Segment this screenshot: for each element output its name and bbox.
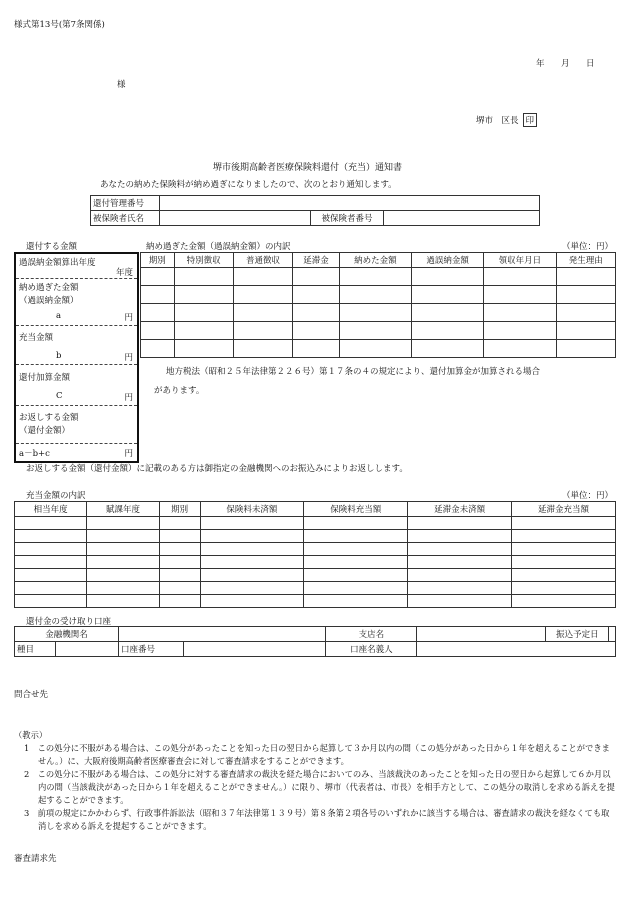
divider [16,405,137,406]
table-cell [339,268,411,286]
table-cell [174,286,233,304]
table-row [15,569,616,582]
note-number: 3 [24,808,30,818]
table-cell [512,517,616,530]
table-cell [411,304,483,322]
form-number: 様式第13号(第7条関係) [14,20,105,30]
column-header: 延滞金未済額 [408,502,512,517]
table-cell [200,595,304,608]
institution-label: 金融機関名 [15,627,119,642]
table-cell [304,543,408,556]
return-label: お返しする金額 [19,413,79,423]
table-row [141,322,616,340]
year-unit: 年度 [115,268,133,278]
table-cell [174,304,233,322]
table-row [15,530,616,543]
table-cell [304,556,408,569]
table-cell [15,530,87,543]
table-cell [556,268,615,286]
table-row [141,340,616,358]
notes-heading: （教示） [14,730,48,740]
column-header: 期別 [141,253,175,268]
table-cell [293,286,339,304]
intro-text: あなたの納めた保険料が納め過ぎになりましたので、次のとおり通知します。 [100,180,397,190]
account-no-label: 口座番号 [119,642,184,657]
amount-c-unit: 円 [124,393,133,403]
insured-name-value [160,211,311,226]
table-row [15,556,616,569]
table-cell [556,340,615,358]
applied-label: 充当金額 [19,333,54,343]
holder-value [417,642,616,657]
table-cell [512,569,616,582]
table-cell [200,517,304,530]
interest-label: 還付加算金額 [19,373,71,383]
overpaid-sublabel: （過誤納金額） [19,296,79,306]
issuer [476,113,537,127]
column-header: 発生理由 [556,253,615,268]
branch-value [417,627,546,642]
table-cell [87,530,159,543]
transfer-date-label: 振込予定日 [546,627,609,642]
return-unit: 円 [124,449,133,459]
refund-section-label: 還付する金額 [26,242,78,252]
divider [16,443,137,444]
table-cell [141,286,175,304]
table-cell [87,569,159,582]
table-cell [339,304,411,322]
table-cell [339,286,411,304]
divider [16,278,137,279]
table-cell [233,304,292,322]
column-header: 納めた金額 [339,253,411,268]
notes-block [14,729,616,833]
table-cell [484,304,556,322]
table-cell [87,556,159,569]
table-cell [87,582,159,595]
issuer-name: 堺市 区長 [476,116,519,126]
breakdown-table [140,252,616,358]
table-cell [512,595,616,608]
table-cell [15,582,87,595]
applied-table [14,501,616,608]
table-cell [339,340,411,358]
amount-a-symbol: a [56,311,62,321]
year-label: 過誤納金額算出年度 [19,258,96,268]
table-cell [556,322,615,340]
review-label: 審査請求先 [14,854,57,864]
table-cell [141,304,175,322]
inquiry-label: 問合せ先 [14,690,49,700]
table-cell [304,530,408,543]
table-cell [556,304,615,322]
divider [16,325,137,326]
table-cell [408,582,512,595]
table-cell [233,286,292,304]
mgmt-no-label: 還付管理番号 [91,196,160,211]
table-cell [304,517,408,530]
table-cell [484,286,556,304]
table-cell [304,582,408,595]
insured-no-value [384,211,540,226]
type-label: 種目 [15,642,56,657]
note-item-3 [14,807,616,833]
table-cell [484,268,556,286]
table-row [15,582,616,595]
column-header: 過誤納金額 [411,253,483,268]
bank-title: 還付金の受け取り口座 [26,617,112,627]
table-cell [512,582,616,595]
account-no-value [184,642,326,657]
table-row [15,595,616,608]
table-cell [411,286,483,304]
note-text: 前項の規定にかかわらず、行政事件訴訟法（昭和３７年法律第１３９号）第８条第２項各号のいずれかに該当する場合は、審査請求の裁決を経なくても取消しを求める訴えを提起することができます。 [37,808,610,831]
column-header: 保険料充当額 [304,502,408,517]
table-cell [200,556,304,569]
breakdown-unit: （単位：円） [562,242,614,252]
bank-table [14,626,616,657]
table-cell [233,340,292,358]
table-cell [339,322,411,340]
table-cell [141,322,175,340]
table-cell [87,595,159,608]
column-header: 領収年月日 [484,253,556,268]
column-header: 延滞金充当額 [512,502,616,517]
table-row [141,268,616,286]
column-header: 特別徴収 [174,253,233,268]
table-cell [293,340,339,358]
table-cell [484,340,556,358]
table-cell [233,268,292,286]
transfer-date-value [609,627,616,642]
table-cell [304,595,408,608]
column-header: 賦課年度 [87,502,159,517]
note-text: この処分に不服がある場合は、この処分に対する審査請求の裁決を経た場合においてのみ、当該裁決のあったことを知った日の翌日から起算して６か月以内の間（当該裁決があった日から１年を超えることができません。）に限り、堺市（代表者は、市長）を相手方として、この処分の取消しを求める訴えを提起することができます。 [37,769,615,805]
table-cell [87,517,159,530]
type-value [56,642,119,657]
amount-c-symbol: C [56,391,63,401]
table-cell [159,582,200,595]
table-cell [408,530,512,543]
table-cell [174,340,233,358]
table-cell [15,543,87,556]
table-cell [15,556,87,569]
table-row [15,517,616,530]
column-header: 相当年度 [15,502,87,517]
table-cell [200,582,304,595]
table-cell [141,340,175,358]
table-cell [159,556,200,569]
table-cell [293,268,339,286]
table-cell [15,569,87,582]
column-header: 普通徴収 [233,253,292,268]
table-cell [411,268,483,286]
table-cell [233,322,292,340]
amount-a-unit: 円 [124,313,133,323]
holder-label: 口座名義人 [326,642,417,657]
institution-value [119,627,326,642]
branch-label: 支店名 [326,627,417,642]
table-cell [408,595,512,608]
table-cell [512,556,616,569]
table-cell [15,517,87,530]
table-cell [408,556,512,569]
applied-title: 充当金額の内訳 [26,491,86,501]
insured-name-label: 被保険者氏名 [91,211,160,226]
insured-no-label: 被保険者番号 [311,211,384,226]
column-header: 保険料未済額 [200,502,304,517]
document-title: 堺市後期高齢者医療保険料還付（充当）通知書 [213,163,403,173]
table-cell [304,569,408,582]
note-item-2 [14,768,616,807]
column-header: 延滞金 [293,253,339,268]
note-number: 1 [24,743,30,753]
table-cell [293,304,339,322]
tax-note-line2: があります。 [154,386,205,396]
mgmt-no-value [160,196,540,211]
table-row [15,543,616,556]
table-cell [200,543,304,556]
table-row [141,304,616,322]
table-cell [159,569,200,582]
table-cell [159,517,200,530]
seal-stamp: 印 [523,113,538,127]
table-cell [15,595,87,608]
table-cell [200,530,304,543]
note-text: この処分に不服がある場合は、この処分があったことを知った日の翌日から起算して３か月以内の間（この処分があった日から１年を超えることができません。）に、大阪府後期高齢者医療審査会に対して審査請求をすることができます。 [37,743,610,766]
column-header: 期別 [159,502,200,517]
table-cell [512,530,616,543]
table-cell [408,543,512,556]
breakdown-title: 納め過ぎた金額（過誤納金額）の内訳 [146,242,291,252]
table-cell [411,340,483,358]
tax-note-line1: 地方税法（昭和２５年法律第２２６号）第１７条の４の規定により、還付加算金が加算される場合 [166,367,541,377]
table-cell [408,569,512,582]
table-cell [512,543,616,556]
addressee-suffix: 様 [117,80,126,90]
table-cell [200,569,304,582]
table-cell [484,322,556,340]
table-cell [293,322,339,340]
table-cell [87,543,159,556]
table-cell [141,268,175,286]
table-cell [411,322,483,340]
table-cell [159,543,200,556]
divider [16,364,137,365]
return-sublabel: （還付金額） [19,426,71,436]
note-item-1 [14,742,616,768]
return-formula: a－b+c [19,449,50,459]
applied-unit: （単位：円） [562,491,614,501]
table-row [141,286,616,304]
table-cell [408,517,512,530]
note-number: 2 [24,769,30,779]
amount-b-unit: 円 [124,353,133,363]
table-cell [174,322,233,340]
table-cell [159,530,200,543]
table-cell [159,595,200,608]
info-table [90,195,540,226]
refund-amount-box [14,252,139,463]
table-cell [556,286,615,304]
date-line: 年 月 日 [536,59,599,69]
overpaid-label: 納め過ぎた金額 [19,283,79,293]
amount-b-symbol: b [56,351,62,361]
refund-note: お返しする金額（還付金額）に記載のある方は御指定の金融機関へのお振込みによりお返しします。 [26,464,408,474]
table-cell [174,268,233,286]
